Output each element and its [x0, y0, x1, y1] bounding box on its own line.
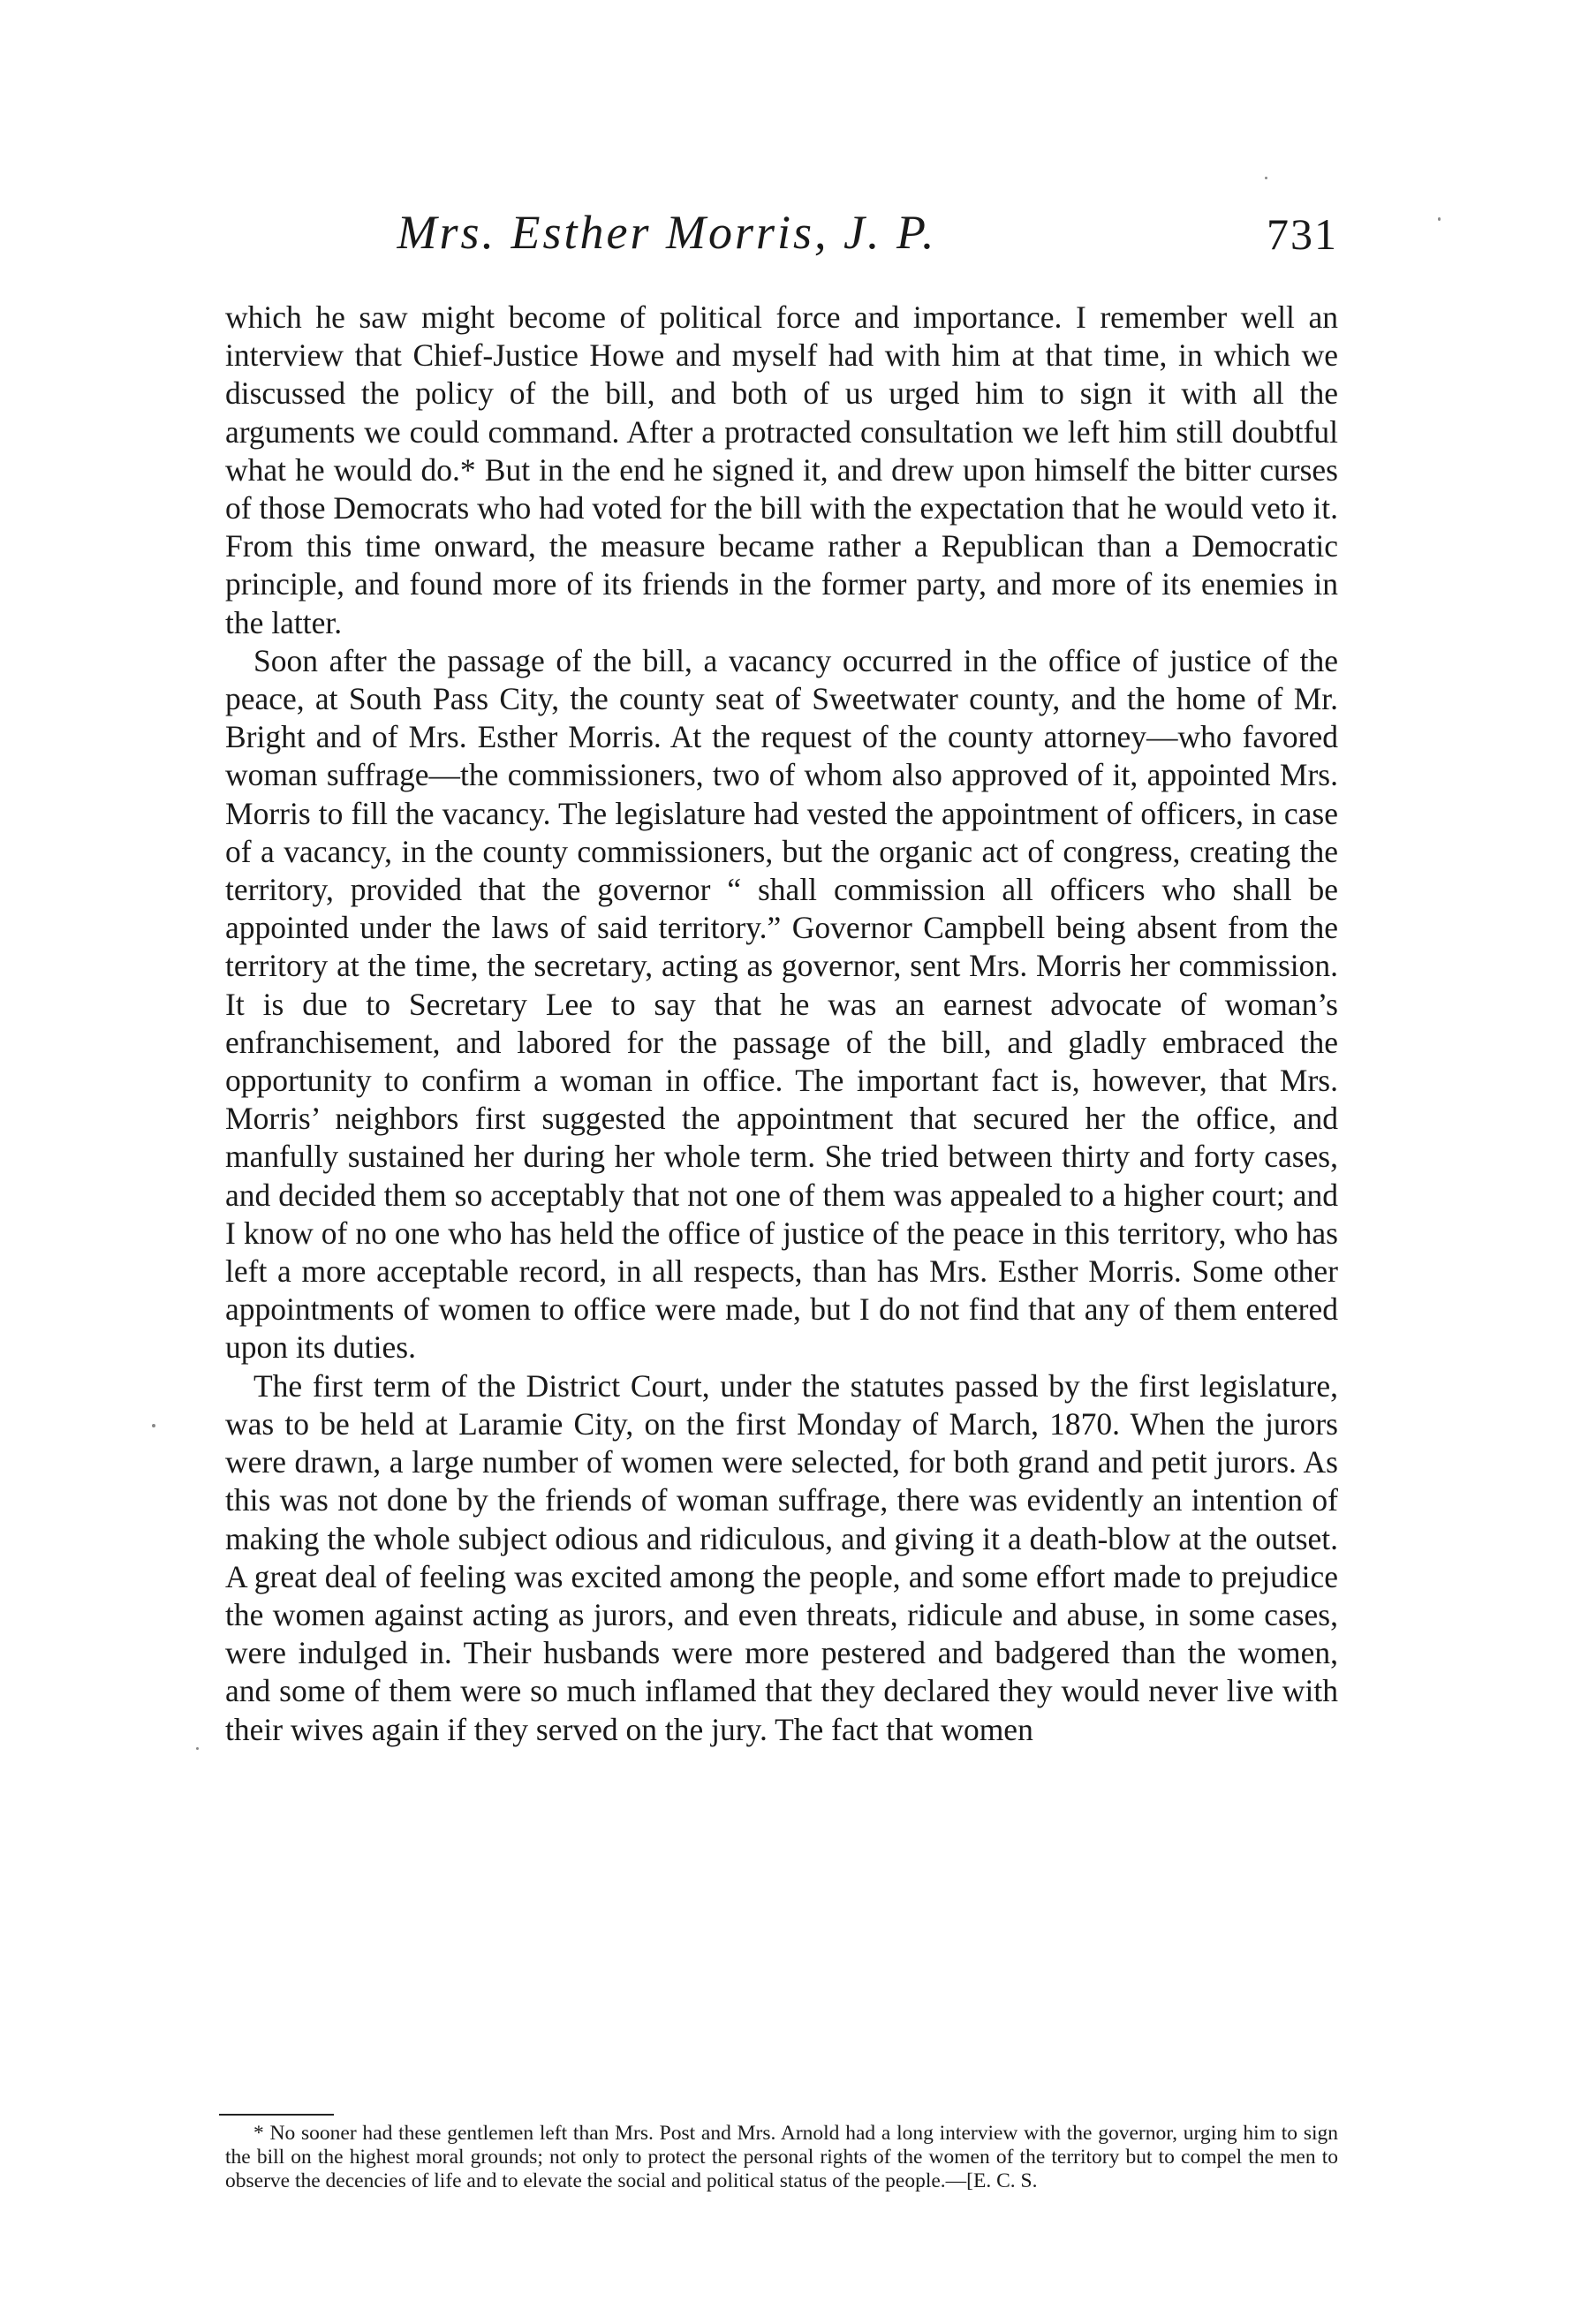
running-header [225, 205, 1338, 276]
paragraph-district-court: The first term of the District Court, under the statutes passed by the first legislature, was to be held at Laramie City, on the first Monday of March, 1870. When the jurors were drawn, a large number of women were selected, for both grand and petit jurors. As this was not done by the friends of woman suffrage, there was evidently an intention of making the whole subject odious and ridiculous, and giving it a death-blow at the outset. A great deal of feeling was excited among the people, and some effort made to prejudice the women against acting as jurors, and even threats, ridicule and abuse, in some cases, were indulged in. Their husbands were more pestered and badgered than the women, and some of them were so much inflamed that they declared they would never live with their wives again if they served on the jury. The fact that women [225, 1367, 1338, 1747]
scan-speck [196, 1747, 199, 1750]
running-title: Mrs. Esther Morris, J. P. [397, 206, 937, 259]
scan-speck [1438, 217, 1441, 221]
paragraph-justice-of-the-peace: Soon after the passage of the bill, a vacancy occurred in the office of justice of the peace, at South Pass City, the county seat of Sweetwater county, and the home of Mr. Bright and of Mrs. Esther Morris. At the request of the county attorney—who favored woman suffrage—the commissioners, two of whom also approved of it, appointed Mrs. Morris to fill the vacancy. The legislature had vested the appointment of officers, in case of a vacancy, in the county commissioners, but the organic act of congress, creating the territory, provided that the governor “ shall commission all officers who shall be appointed under the laws of said territory.” Governor Campbell being absent from the territory at the time, the secretary, acting as governor, sent Mrs. Morris her commission. It is due to Secretary Lee to say that he was an earnest advocate of woman’s enfranchisement, and labored for the passage of the bill, and gladly embraced the opportunity to confirm a woman in office. The important fact is, however, that Mrs. Morris’ neighbors first suggested the appointment that secured her the office, and manfully sustained her during her whole term. She tried between thirty and forty cases, and decided them so acceptably that not one of them was appealed to a higher court; and I know of no one who has held the office of justice of the peace in this territory, who has left a more acceptable record, in all respects, than has Mrs. Esther Morris. Some other appointments of women to office were made, but I do not find that any of them entered upon its duties. [225, 642, 1338, 1366]
footnote: * No sooner had these gentlemen left than Mrs. Post and Mrs. Arnold had a long interview with the governor, urging him to sign the bill on the highest moral grounds; not only to protect the personal rights of the women of the territory but to compel the men to observe the decencies of life and to elevate the social and political status of the people.—[E. C. S. [225, 2122, 1338, 2193]
page-number: 731 [1267, 209, 1338, 259]
body-text [225, 299, 1338, 1749]
footnote-rule [219, 2114, 334, 2116]
scan-speck [152, 1424, 155, 1427]
paragraph-continuation: which he saw might become of political force and importance. I remember well an interview that Chief-Justice Howe and myself had with him at that time, in which we discussed the policy of the bill, and both of us urged him to sign it with all the arguments we could command. After a protracted consultation we left him still doubtful what he would do.* But in the end he signed it, and drew upon himself the bitter curses of those Democrats who had voted for the bill with the expectation that he would veto it. From this time onward, the measure became rather a Republican than a Democratic principle, and found more of its friends in the former party, and more of its enemies in the latter. [225, 299, 1338, 640]
scan-speck [1265, 177, 1267, 179]
